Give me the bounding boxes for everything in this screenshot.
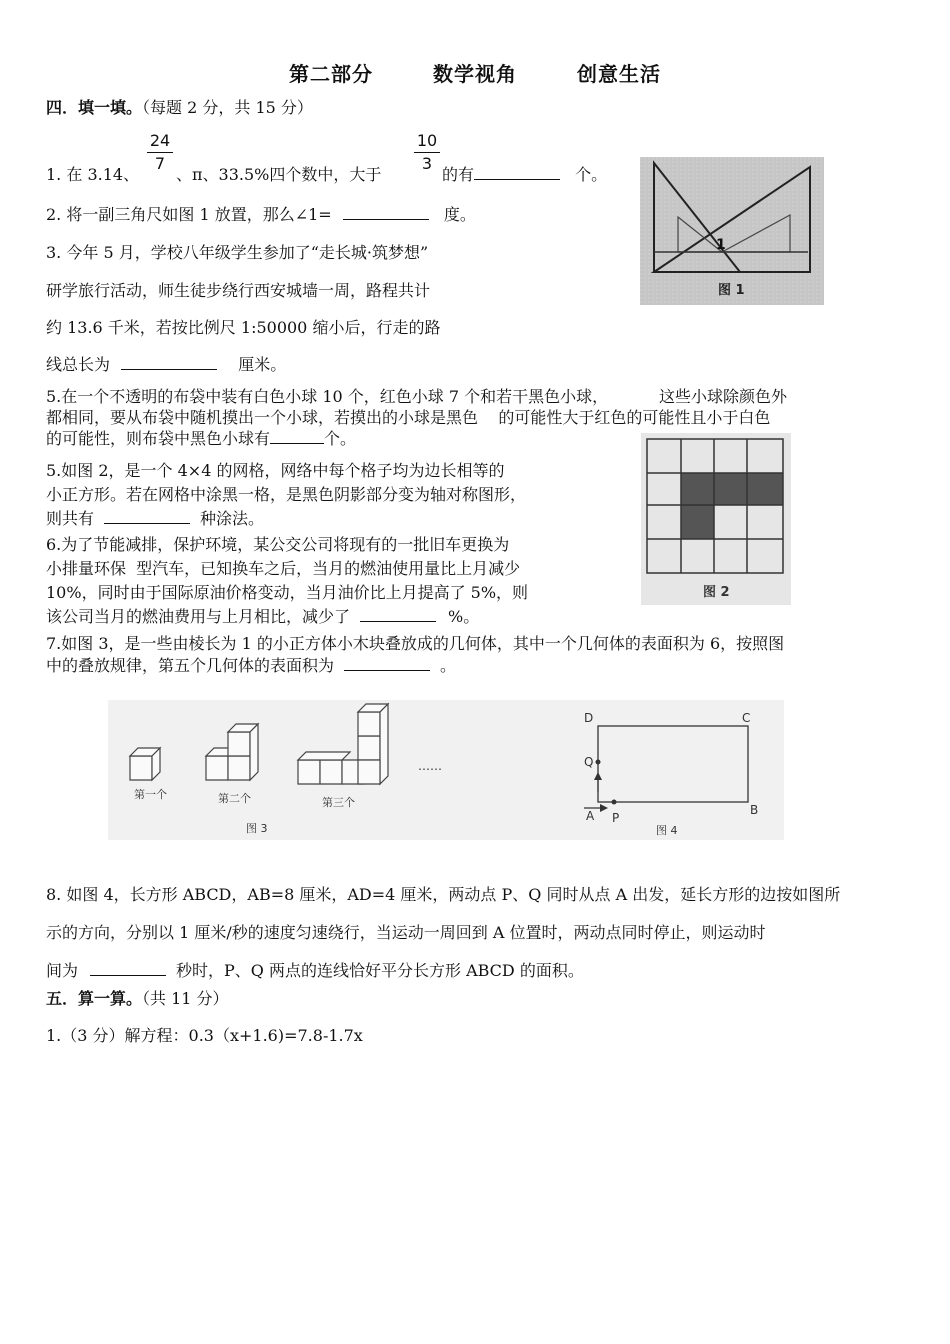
q3-line-2: 研学旅行活动，师生徒步绕行西安城墙一周，路程共计 [46, 281, 431, 300]
figure-1-caption: 图 1 [718, 283, 745, 298]
grid-shaded-cell [747, 473, 783, 505]
q5b-answer-blank[interactable] [104, 509, 190, 524]
question-6 [46, 533, 626, 629]
q5b-line3b: 种涂法。 [200, 509, 265, 528]
grid-shaded-cell [681, 473, 714, 505]
q5a-line3a: 的可能性，则布袋中黑色小球有 [46, 429, 271, 448]
figure-3-caption: 图 3 [246, 822, 268, 835]
q8-answer-blank[interactable] [90, 961, 166, 976]
q6-line-3: 10%，同时由于国际原油价格变动，当月油价比上月提高了 5%，则 [46, 583, 529, 602]
q1-suffix2: 个。 [575, 165, 608, 184]
fraction-24-7 [147, 132, 173, 173]
question-8 [46, 876, 916, 990]
grid-shaded-cell [681, 505, 714, 539]
figure-4-label-p: P [612, 811, 620, 825]
q2-answer-blank[interactable] [343, 205, 429, 220]
figure-4-label-q: Q [584, 755, 594, 769]
section-4-heading [46, 98, 313, 118]
figure-3-ellipsis: …… [418, 759, 442, 773]
q6-line-1: 6.为了节能减排，保护环境，某公交公司将现有的一批旧车更换为 [46, 535, 510, 554]
q5b-line-1: 5.如图 2，是一个 4×4 的网格，网络中每个格子均为边长相等的 [46, 461, 505, 480]
q5a-line-2: 都相同，要从布袋中随机摸出一个小球，若摸出的小球是黑色 的可能性大于红色的可能性且小于白色 [46, 408, 771, 427]
q1-middle: 、π、33.5%四个数中，大于 [176, 165, 382, 184]
q5a-line3b: 个。 [324, 429, 357, 448]
q8-line-3 [46, 952, 916, 990]
cube-stack-1 [130, 748, 160, 780]
figure-2-grid [641, 433, 791, 605]
fraction-10-3 [414, 132, 440, 173]
q3-line-3: 约 13.6 千米，若按比例尺 1:50000 缩小后，行走的路 [46, 318, 441, 337]
q7-line-2 [46, 655, 916, 677]
point-q [596, 760, 601, 765]
q7-answer-blank[interactable] [344, 656, 430, 671]
question-5b [46, 459, 626, 531]
q6-line4b: %。 [448, 607, 480, 626]
q6-line4a: 该公司当月的燃油费用与上月相比，减少了 [46, 607, 351, 626]
q8-line-2: 示的方向，分别以 1 厘米/秒的速度匀速绕行，当运动一周回到 A 位置时，两动点同时停止，则运动时 [46, 923, 766, 942]
question-7 [46, 633, 916, 677]
title-subtitle-2: 创意生活 [576, 62, 661, 86]
figure-3-4-drawing [108, 700, 784, 840]
q7-line2a: 中的叠放规律，第五个几何体的表面积为 [46, 656, 335, 675]
q3-answer-blank[interactable] [121, 355, 217, 370]
frac1-denominator: 7 [154, 154, 166, 173]
figure-4-label-c: C [742, 711, 751, 725]
q7-line-1: 7.如图 3，是一些由棱长为 1 的小正方体小木块叠放成的几何体，其中一个几何体的表面积为 6，按照图 [46, 634, 785, 653]
figure-1-drawing [640, 157, 824, 305]
title-subtitle-1: 数学视角 [433, 62, 517, 86]
figure-4-label-d: D [584, 711, 594, 725]
frac1-numerator: 24 [149, 131, 171, 150]
q2-text: 2. 将一副三角尺如图 1 放置，那么∠1= [46, 205, 332, 224]
q5a-answer-blank[interactable] [270, 429, 324, 444]
q7-line2b: 。 [440, 656, 457, 675]
q3-line-1: 3. 今年 5 月，学校八年级学生参加了“走长城·筑梦想” [46, 243, 429, 262]
figure-2-caption: 图 2 [703, 585, 730, 600]
q8-line3a: 间为 [46, 961, 79, 980]
frac2-denominator: 3 [421, 154, 433, 173]
frac2-numerator: 10 [416, 131, 438, 150]
question-1 [46, 165, 139, 185]
section-5-note: （共 11 分） [142, 989, 229, 1008]
q1-suffix1: 的有 [442, 165, 475, 184]
q6-line-4 [46, 605, 626, 629]
figure-3-label-1: 第一个 [134, 788, 167, 801]
figure-3-4-strip [108, 700, 784, 840]
q3-line-4 [46, 355, 286, 375]
q5b-line-2: 小正方形。若在网格中涂黑一格，是黑色阴影部分变为轴对称图形， [46, 485, 527, 504]
q6-answer-blank[interactable] [360, 607, 436, 622]
section-5-title: 五．算一算。 [46, 989, 143, 1008]
q5b-line-3 [46, 507, 626, 531]
grid-shaded-cell [714, 473, 747, 505]
figure-2 [641, 433, 791, 605]
q1-answer-line [442, 165, 607, 185]
section-4-title: 四．填一填。 [46, 98, 143, 117]
figure-3-label-3: 第三个 [322, 796, 355, 809]
point-p [612, 800, 617, 805]
figure-4-label-a: A [586, 809, 595, 823]
question-2 [46, 205, 476, 225]
section-5-heading [46, 989, 229, 1009]
q5a-line-1: 5.在一个不透明的布袋中装有白色小球 10 个，红色小球 7 个和若干黑色小球， 这些小球除颜色外 [46, 387, 788, 406]
q8-line3b: 秒时，P、Q 两点的连线恰好平分长方形 ABCD 的面积。 [176, 961, 584, 980]
q3-line4b: 厘米。 [238, 355, 287, 374]
title-part: 第二部分 [289, 62, 374, 86]
figure-4-label-b: B [750, 803, 759, 817]
figure-3-label-2: 第二个 [218, 792, 251, 805]
figure-4-caption: 图 4 [656, 824, 678, 837]
q6-line-2: 小排量环保 型汽车，已知换车之后，当月的燃油使用量比上月减少 [46, 559, 521, 578]
q2-suffix: 度。 [443, 205, 476, 224]
figure-1 [640, 157, 824, 305]
q8-line-1: 8. 如图 4，长方形 ABCD，AB=8 厘米，AD=4 厘米，两动点 P、Q 同时从点 A 出发，延长方形的边按如图所 [46, 885, 841, 904]
q5b-line3a: 则共有 [46, 509, 95, 528]
calc-question-1: 1.（3 分）解方程：0.3（x+1.6)=7.8-1.7x [46, 1026, 363, 1045]
figure-1-angle-label: 1 [716, 237, 726, 253]
q1-prefix: 1. 在 3.14、 [46, 165, 140, 184]
q1-answer-blank[interactable] [474, 165, 560, 180]
section-4-note: （每题 2 分，共 15 分） [142, 98, 313, 117]
q3-line4a: 线总长为 [46, 355, 111, 374]
page-title [0, 58, 950, 87]
